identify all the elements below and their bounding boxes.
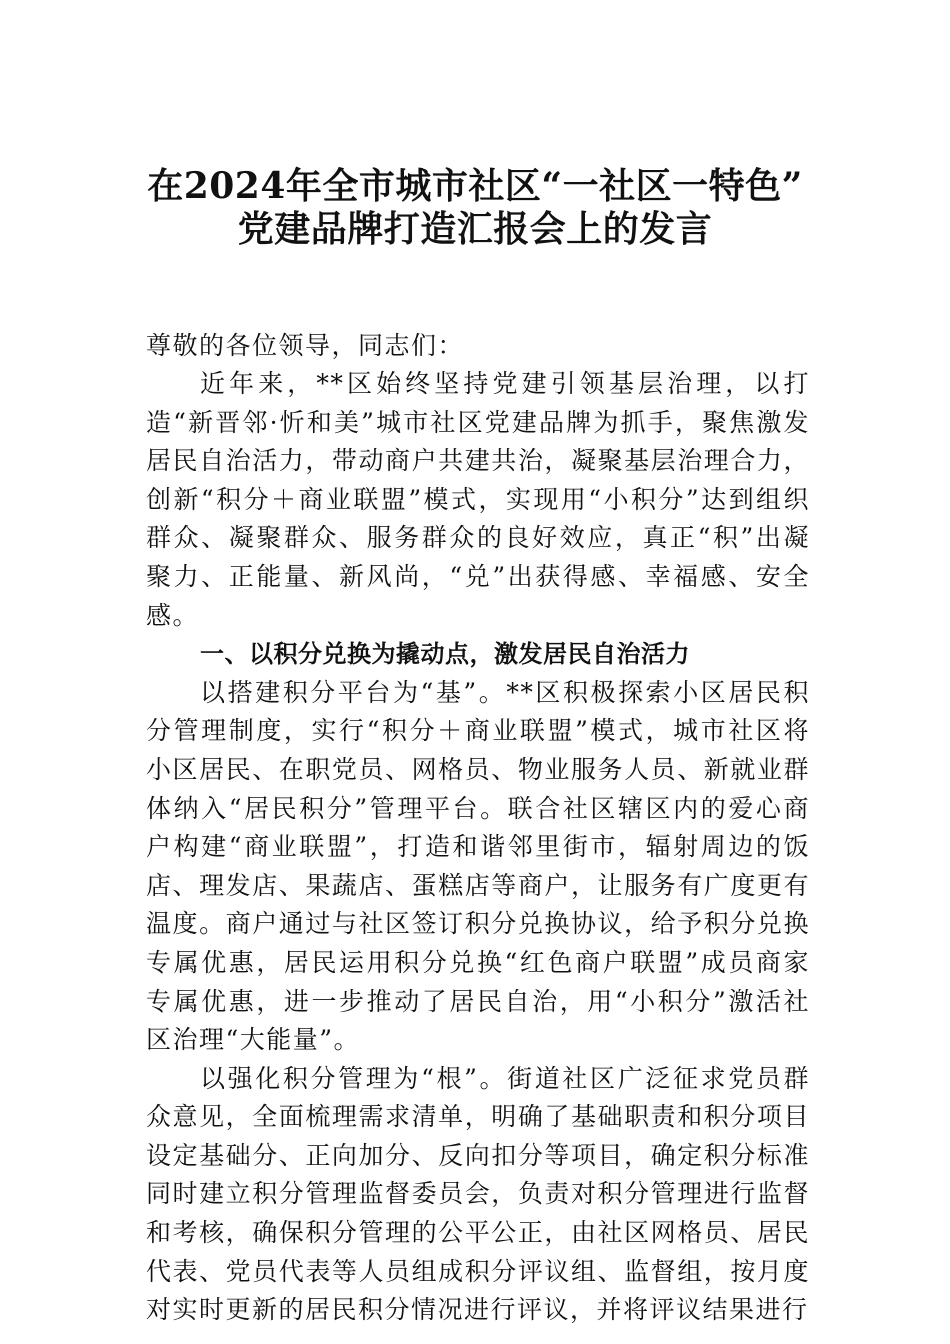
- intro-paragraph: 近年来，**区始终坚持党建引领基层治理，以打造“新晋邻·忻和美”城市社区党建品牌为抓手，聚焦激发居民自治活力，带动商户共建共治，凝聚基层治理合力，创新“积分＋商业联盟”模式，实现用“小积分”达到组织群众、凝聚群众、服务群众的良好效应，真正“积”出凝聚力、正能量、新风尚，“兑”出获得感、幸福感、安全感。: [146, 369, 810, 630]
- document-body: [146, 365, 810, 1330]
- document-title-line-1: 在2024年全市城市社区“一社区一特色”: [147, 165, 803, 207]
- section1-paragraph-1: 以搭建积分平台为“基”。**区积极探索小区居民积分管理制度，实行“积分＋商业联盟”模式，城市社区将小区居民、在职党员、网格员、物业服务人员、新就业群体纳入“居民积分”管理平台。联合社区辖区内的爱心商户构建“商业联盟”，打造和谐邻里街市，辐射周边的饭店、理发店、果蔬店、蛋糕店等商户，让服务有广度更有温度。商户通过与社区签订积分兑换协议，给予积分兑换专属优惠，居民运用积分兑换“红色商户联盟”成员商家专属优惠，进一步推动了居民自治，用“小积分”激活社区治理“大能量”。: [146, 677, 810, 1055]
- greeting: 尊敬的各位领导，同志们：: [146, 331, 465, 360]
- section-heading-1: 一、以积分兑换为撬动点，激发居民自治活力: [200, 640, 690, 669]
- section1-paragraph-2: 以强化积分管理为“根”。街道社区广泛征求党员群众意见，全面梳理需求清单，明确了基础职责和积分项目设定基础分、正向加分、反向扣分等项目，确定积分标准同时建立积分管理监督委员会，负责对积分管理进行监督和考核，确保积分管理的公平公正，由社区网格员、居民代表、党员代表等人员组成积分评议组、监督组，按月度对实时更新的居民积分情况进行评议，并将评议结果进行: [146, 1063, 810, 1325]
- document-title-line-2: 党建品牌打造汇报会上的发言: [237, 208, 713, 250]
